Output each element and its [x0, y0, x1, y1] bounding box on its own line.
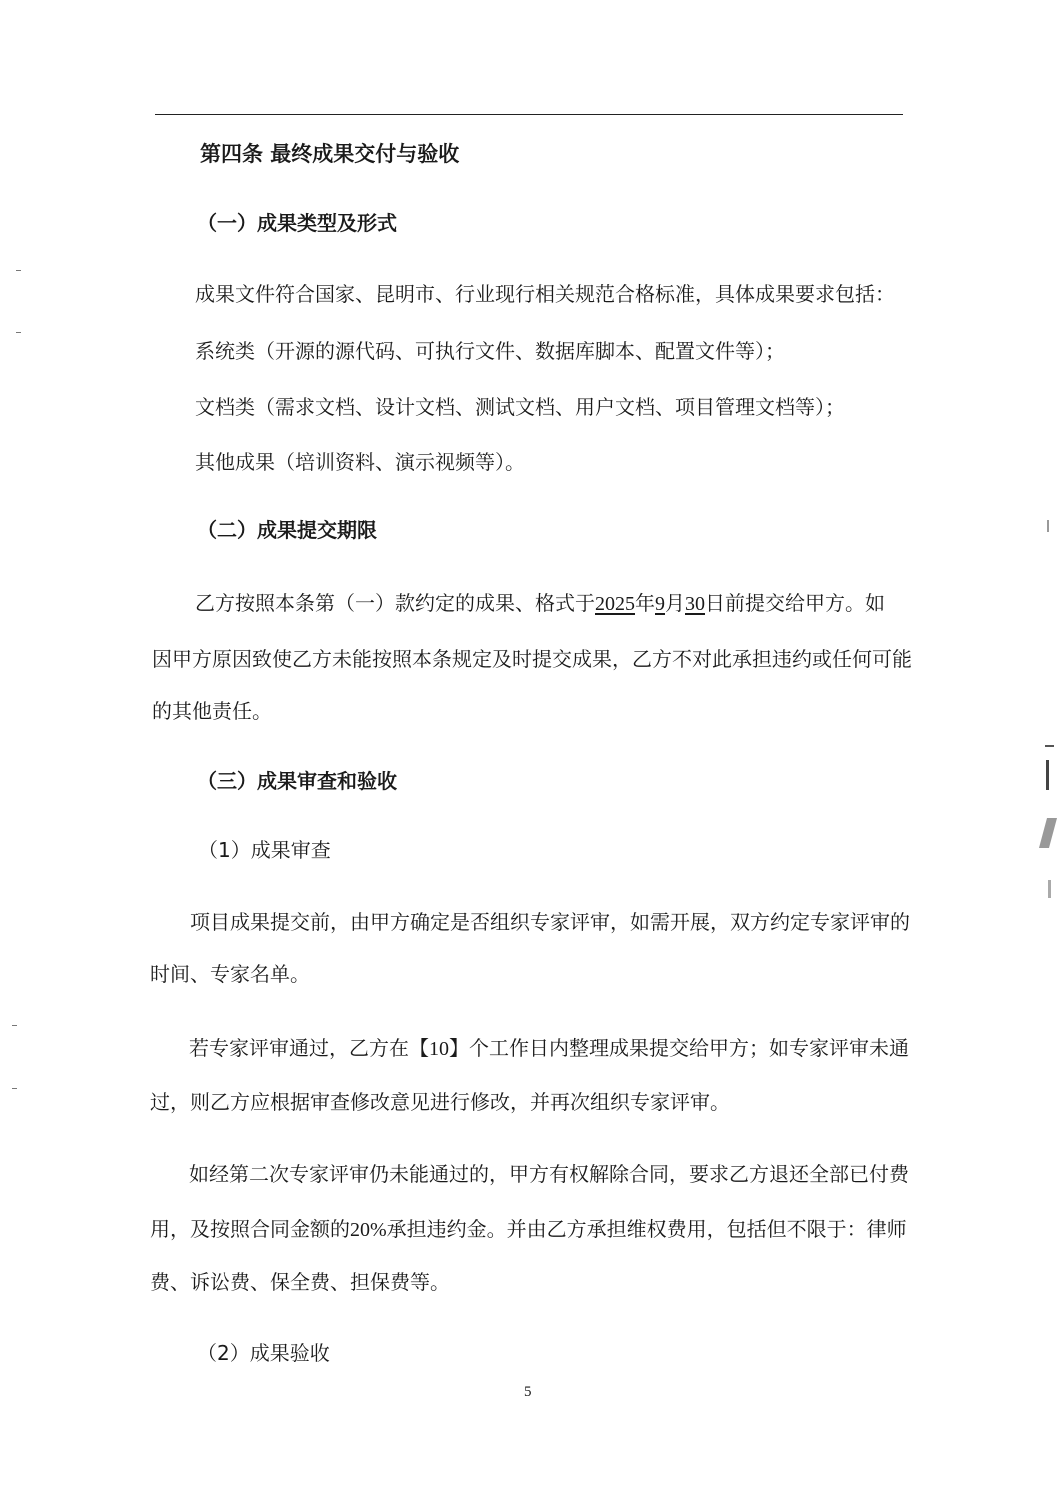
list-item: 文档类（需求文档、设计文档、测试文档、用户文档、项目管理文档等）；	[195, 395, 845, 419]
deadline-paragraph-line3: 的其他责任。	[152, 699, 272, 723]
section-intro: 成果文件符合国家、昆明市、行业现行相关规范合格标准，具体成果要求包括：	[195, 282, 895, 306]
scan-mark	[1046, 760, 1049, 790]
penalty-percent: 20%	[350, 1219, 387, 1241]
header-rule	[155, 114, 903, 115]
article-title: 第四条 最终成果交付与验收	[200, 142, 460, 166]
scan-mark	[12, 1025, 17, 1026]
section-heading-deadline: （二）成果提交期限	[197, 518, 377, 542]
section-heading-types: （一）成果类型及形式	[197, 211, 397, 235]
review-paragraph-line1: 项目成果提交前，由甲方确定是否组织专家评审，如需开展，双方约定专家评审的	[190, 910, 910, 934]
subsection-review: （1）成果审查	[198, 838, 331, 862]
scan-mark	[12, 1088, 17, 1089]
pass-paragraph-line1: 若专家评审通过，乙方在【10】个工作日内整理成果提交给甲方；如专家评审未通	[189, 1036, 909, 1060]
scan-mark	[16, 270, 21, 271]
page-number: 5	[524, 1384, 532, 1400]
subsection-acceptance: （2）成果验收	[197, 1341, 330, 1365]
pass-paragraph-line2: 过，则乙方应根据审查修改意见进行修改，并再次组织专家评审。	[150, 1090, 730, 1114]
deadline-paragraph-line2: 因甲方原因致使乙方未能按照本条规定及时提交成果，乙方不对此承担违约或任何可能	[152, 647, 912, 671]
fail-paragraph-line2: 用，及按照合同金额的20%承担违约金。并由乙方承担维权费用，包括但不限于：律师	[150, 1217, 907, 1241]
deadline-month: 9	[655, 593, 665, 615]
scan-mark	[1039, 818, 1057, 848]
deadline-year: 2025	[595, 593, 635, 615]
deadline-paragraph-line1: 乙方按照本条第（一）款约定的成果、格式于2025年9月30日前提交给甲方。如	[195, 591, 885, 615]
deadline-day: 30	[685, 593, 705, 615]
review-paragraph-line2: 时间、专家名单。	[150, 962, 310, 986]
fail-paragraph-line3: 费、诉讼费、保全费、担保费等。	[150, 1270, 450, 1294]
review-days: 10	[429, 1038, 449, 1060]
scan-mark	[1045, 745, 1054, 747]
list-item: 系统类（开源的源代码、可执行文件、数据库脚本、配置文件等）；	[195, 339, 785, 363]
fail-paragraph-line1: 如经第二次专家评审仍未能通过的，甲方有权解除合同，要求乙方退还全部已付费	[189, 1162, 909, 1186]
list-item: 其他成果（培训资料、演示视频等）。	[195, 450, 525, 474]
scan-mark	[16, 332, 21, 333]
scan-mark	[1047, 520, 1049, 532]
scan-mark	[1048, 880, 1051, 898]
section-heading-review: （三）成果审查和验收	[197, 769, 397, 793]
